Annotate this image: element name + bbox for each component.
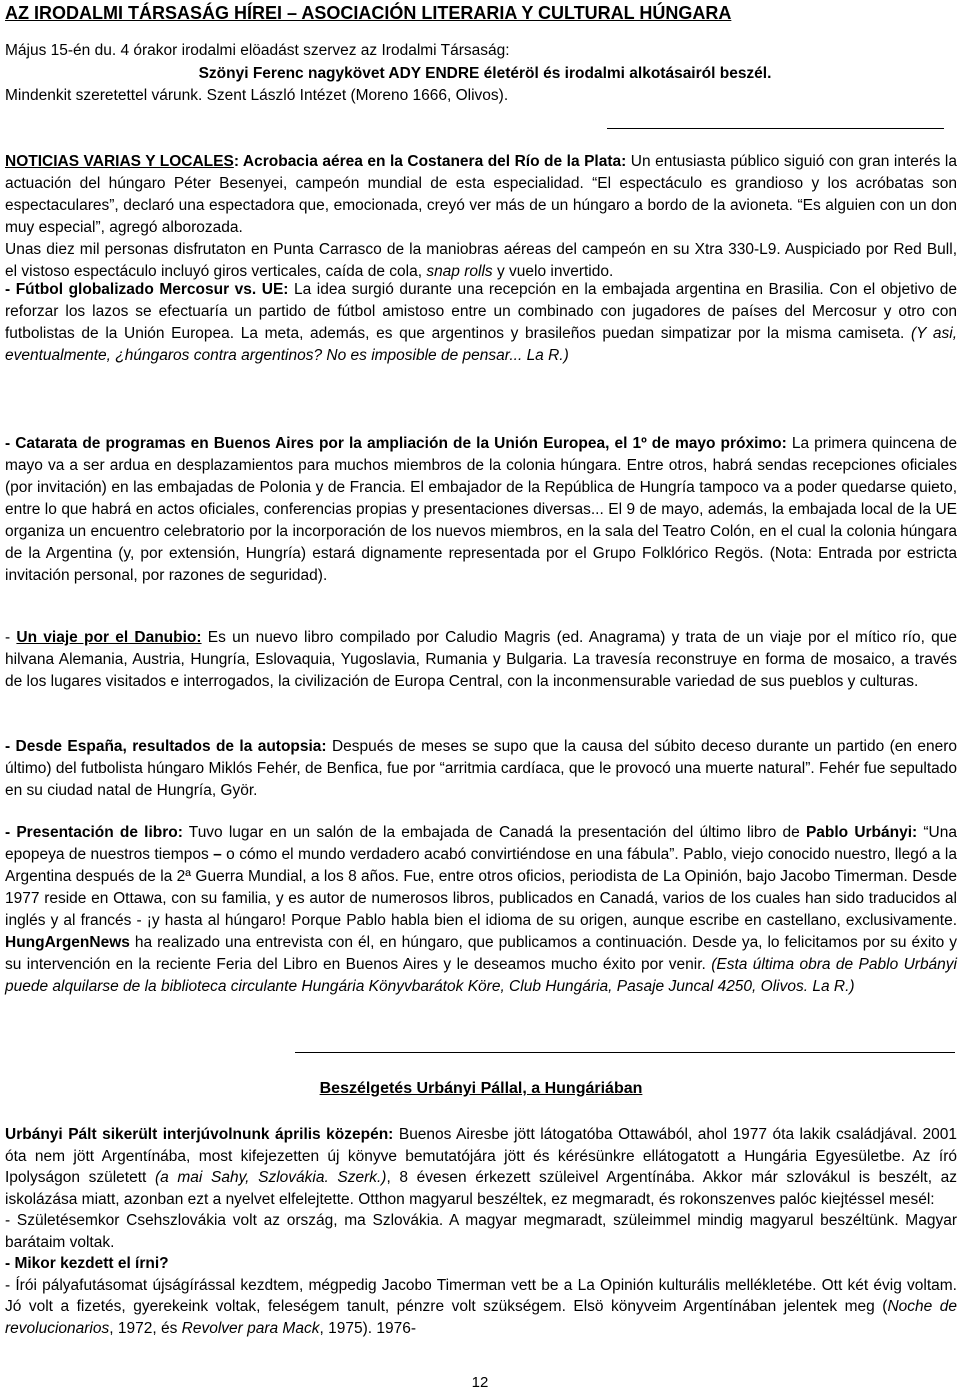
article-presentacion: - Presentación de libro: Tuvo lugar en un salón de la embajada de Canadá la presentación del último libro de Pablo Urbányi: “Una epopeya de nuestros tiempos – o cómo el mundo verdadero acabó convirtiéndose en una fábula”. Pablo, viejo conocido nuestro, llegó a la Argentina después de la 2ª Guerra Mundial, a los 8 años. Fue, entre otros oficios, periodista de La Opinión, bajo Jacobo Timerman. Desde 1977 reside en Ottawa, con su familia, y es autor de numerosos libros, publicados en Canadá, varios de los cuales han sido traducidos al inglés y al francés - ¡y hasta al húngaro! Porque Pablo habla bien el idioma de su origen, aunque escribe en castellano, exclusivamente. HungArgenNews ha realizado una entrevista con él, en húngaro, que publicamos a continuación. Desde ya, lo felicitamos por su éxito y su intervención en la reciente Feria del Libro en Buenos Aires y le deseamos mucho éxito por venir. (Esta última obra de Pablo Urbányi puede alquilarse de la biblioteca circulante Hungária Könyvbarátok Köre, Club Hungária, Pasaje Juncal 4250, Olivos. La R.) (5, 824, 957, 995)
presentacion-editor-note: (Esta última obra de Pablo Urbányi puede alquilarse de la biblioteca circulante Hungária Könyvbarátok Köre, Club Hungária, Pasaje Juncal 4250, Olivos. La R.) (5, 956, 957, 995)
noticias-paragraph-2: Unas diez mil personas disfrutaton en Punta Carrasco de la maniobras aéreas del campeón en su Xtra 330-L9. Auspiciado por Red Bull, el vistoso espectáculo incluyó giros verticales, caída de cola, snap rolls y vuelo invertido. (5, 241, 957, 280)
article-danubio: - Un viaje por el Danubio: Es un nuevo libro compilado por Caludio Magris (ed. Anagrama) y trata de un viaje por el mítico río, que hilvana Alemania, Austria, Hungría, Eslovaquia, Yugoslavia, Rumania y Bulgaria. La travesía reconstruye en forma de mosaico, a través de los lugares visitados e interrogados, la civilización de Europa Central, con la inconmensurable variedad de sus pueblos y culturas. (5, 629, 957, 690)
interview-title: Beszélgetés Urbányi Pállal, a Hungáriában (319, 1080, 643, 1097)
page-header-title: AZ IRODALMI TÁRSASÁG HÍREI – ASOCIACIÓN LITERARIA Y CULTURAL HÚNGARA (5, 3, 732, 23)
divider-top (607, 128, 944, 129)
presentacion-author: Pablo Urbányi: (805, 824, 918, 841)
interview-body (5, 1124, 957, 1339)
interview-answer-2: - Írói pályafutásomat újságírással kezdtem, mégpedig Jacobo Timerman vett be a La Opinión kulturális mellékletébe. Ott két évig voltam. Jó volt a fizetés, gyerekeink voltak, feleségem tanult, pénzre volt szükségem. Elsö könyveim Argentínában jelentek meg (Noche de revolucionarios, 1972, és Revolver para Mack, 1975). 1976- (5, 1276, 957, 1337)
presentacion-headline: - Presentación de libro: (5, 824, 183, 841)
noticias-section-label: NOTICIAS VARIAS Y LOCALES (5, 153, 234, 170)
catarata-headline: - Catarata de programas en Buenos Aires por la ampliación de la Unión Europea, el 1º de mayo próximo: (5, 435, 787, 452)
interview-intro: Urbányi Pált sikerült interjúvolnunk április közepén: Buenos Airesbe jött látogatóba Ottawából, ahol 1977 óta lakik családjával. 2001 óta nem jött Argentínába, most kifejezetten új könyve bemutatójára jött és kérésünkre ellátogatott a Hungária Egyesületbe. Az író Ipolyságon született (a mai Sahy, Szlovákia. Szerk.), 8 évesen érkezett szüleivel Argentínába. Akkor már szlovákul is beszélt, az iskolázása miatt, azonban ezt a nyelvet elfelejtette. Otthon magyarul beszéltek, ez megmaradt, és rokonszenves palóc kiejtéssel mesél: (5, 1126, 958, 1208)
interview-question: - Mikor kezdett el írni? (5, 1255, 169, 1272)
article-futbol: - Fútbol globalizado Mercosur vs. UE: La idea surgió durante una recepción en la embajada argentina en Brasilia. Con el objetivo de reforzar los lazos se efectuaría un partido de fútbol amistoso entre un combinado con jugadores de países del Mercosur y otro con futbolistas de la Unión Europea. La meta, además, es que argentinos y brasileños puedan simpatizar por la misma camiseta. (Y asi, eventualmente, ¿húngaros contra argentinos? No es imposible de pensar... La R.) (5, 281, 958, 364)
divider-bottom (295, 1052, 955, 1053)
article-espana: - Desde España, resultados de la autopsia: Después de meses se supo que la causa del súbito deceso durante un partido (en enero último) del futbolista húngaro Miklós Fehér, de Benfica, fue por “arritmia cardíaca, que le provocó una muerte natural”. Fehér fue sepultado en su ciudad natal de Hungría, Györ. (5, 738, 957, 799)
interview-answer-1: - Születésemkor Csehszlovákia volt az ország, ma Szlovákia. A magyar megmaradt, szüleimmel mindig magyarul beszéltünk. Magyar barátaim voltak. (5, 1212, 957, 1251)
announcement-line-3: Mindenkit szeretettel várunk. Szent László Intézet (Moreno 1666, Olivos). (5, 87, 509, 104)
brand-name: HungArgenNews (5, 934, 130, 951)
article-catarata: - Catarata de programas en Buenos Aires por la ampliación de la Unión Europea, el 1º de mayo próximo: La primera quincena de mayo va a ser ardua en desplazamientos para muchos miembros de la colonia húngara. Entre otros, habrá sendas recepciones oficiales (por invitación) en las embajadas de Polonia y de Francia. El embajador de la República de Hungría tampoco va a poder quedarse quieto, entre lo que habrá en actos oficiales, conferencias propias y presentaciones diversas... El 9 de mayo, además, la embajada local de la UE organiza un encuentro celebratorio por la incorporación de los nuevos miembros, en la sala del Teatro Colón, en el cual la colonia húngara de la Argentina (y, por extensión, Hungría) estará dignamente representada por el Grupo Folklórico Regös. (Nota: Entrada por estricta invitación personal, por razones de seguridad). (5, 435, 957, 584)
announcement-line-1: Május 15-én du. 4 órakor irodalmi elöadást szervez az Irodalmi Társaság: (5, 42, 510, 59)
espana-headline: - Desde España, resultados de la autopsia: (5, 738, 327, 755)
noticias-headline: Acrobacia aérea en la Costanera del Río de la Plata: (238, 153, 627, 170)
interview-lead: Urbányi Pált sikerült interjúvolnunk április közepén: (5, 1126, 394, 1143)
announcement-line-2: Szönyi Ferenc nagykövet ADY ENDRE életéröl és irodalmi alkotásairól beszél. (198, 64, 772, 82)
futbol-headline: - Fútbol globalizado Mercosur vs. UE: (5, 281, 289, 298)
page-number: 12 (471, 1374, 489, 1391)
article-noticias (5, 151, 957, 283)
futbol-editor-note: (Y asi, eventualmente, ¿húngaros contra argentinos? No es imposible de pensar... La R.) (5, 325, 958, 364)
announcement (5, 40, 957, 108)
noticias-paragraph: NOTICIAS VARIAS Y LOCALES: Acrobacia aérea en la Costanera del Río de la Plata: Un entusiasta público siguió con gran interés la actuación del húngaro Péter Besenyei, campeón mundial de esta especialidad. “El espectáculo es grandioso y los acróbatas son espectaculares”, declaró una espectadora que, emocionada, creyó ver más de un húngaro a bordo de la avioneta. “Es alguien con un don muy especial”, agregó alborozada. (5, 153, 957, 236)
danubio-headline: Un viaje por el Danubio: (16, 629, 202, 646)
